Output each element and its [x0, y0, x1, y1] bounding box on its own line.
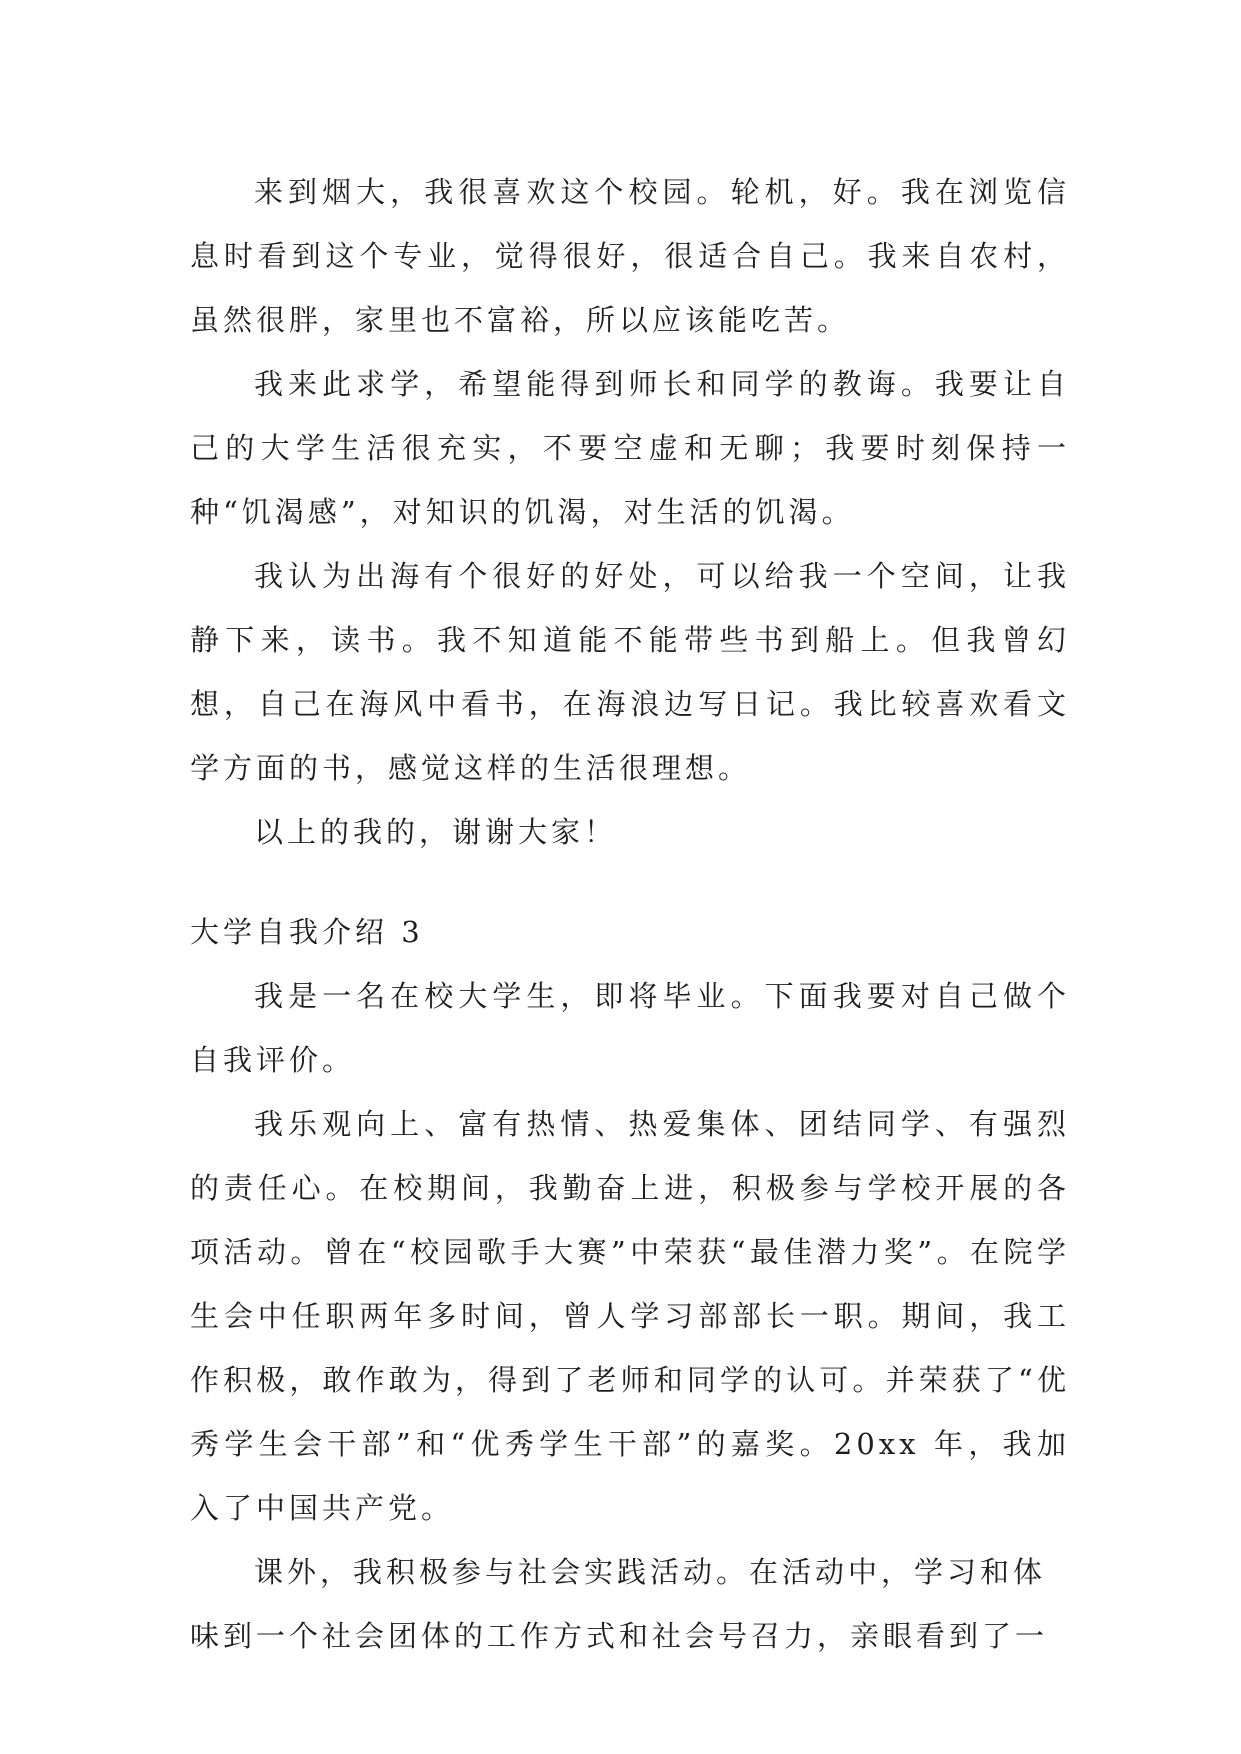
paragraph: 来到烟大，我很喜欢这个校园。轮机，好。我在浏览信息时看到这个专业，觉得很好，很适合自己。我来自农村，虽然很胖，家里也不富裕，所以应该能吃苦。	[190, 175, 1070, 337]
paragraph: 我认为出海有个很好的好处，可以给我一个空间，让我静下来，读书。我不知道能不能带些书到船上。但我曾幻想，自己在海风中看书，在海浪边写日记。我比较喜欢看文学方面的书，感觉这样的生活很理想。	[190, 559, 1070, 785]
paragraph: 以上的我的，谢谢大家！	[254, 815, 618, 849]
section-heading: 大学自我介绍 3	[190, 915, 424, 949]
paragraph: 课外，我积极参与社会实践活动。在活动中，学习和体味到一个社会团体的工作方式和社会号召力，亲眼看到了一	[190, 1555, 1049, 1653]
paragraph: 我来此求学，希望能得到师长和同学的教诲。我要让自己的大学生活很充实，不要空虚和无聊；我要时刻保持一种“饥渴感”，对知识的饥渴，对生活的饥渴。	[190, 367, 1070, 529]
paragraph: 我乐观向上、富有热情、热爱集体、团结同学、有强烈的责任心。在校期间，我勤奋上进，积极参与学校开展的各项活动。曾在“校园歌手大赛”中荣获“最佳潜力奖”。在院学生会中任职两年多时间，曾人学习部部长一职。期间，我工作积极，敢作敢为，得到了老师和同学的认可。并荣获了“优秀学生会干部”和“优秀学生干部”的嘉奖。20xx 年，我加入了中国共产党。	[190, 1107, 1070, 1525]
paragraph: 我是一名在校大学生，即将毕业。下面我要对自己做个自我评价。	[190, 979, 1070, 1077]
document-body	[190, 160, 1070, 1668]
